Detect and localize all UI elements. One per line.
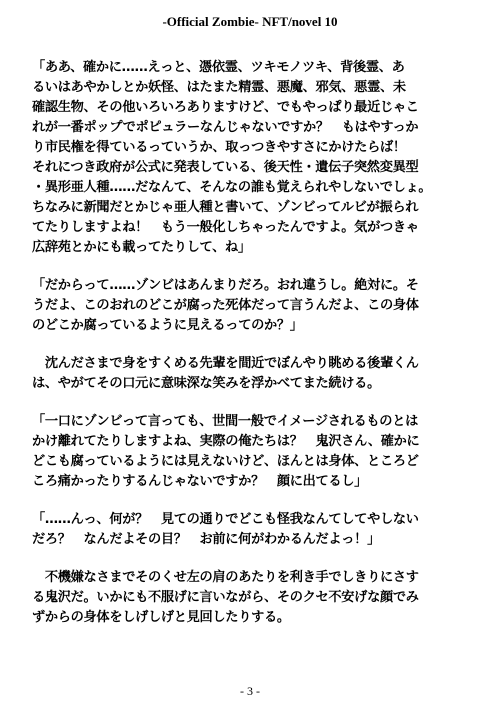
text-line: うだよ、このおれのどこが腐った死体だって言うんだよ、この身体 <box>32 298 419 313</box>
text-line: ・異形亜人種……だなんて、そんなの誰も覚えられやしないでしょ。 <box>32 180 432 195</box>
paragraph-gap <box>32 394 478 412</box>
text-line: れが一番ポップでポピュラーなんじゃないですか？ もはやすっか <box>32 120 419 135</box>
paragraph-4 <box>32 412 478 492</box>
text-line: る鬼沢だ。いかにも不服げに言いながら、そのクセ不安げな顔でみ <box>32 590 419 605</box>
text-line: ちなみに新聞だとかじゃ亜人種と書いて、ゾンビってルビが振られ <box>32 200 419 215</box>
text-line: 「……んっ、何が？ 見ての通りでどこも怪我なんてしてやしない <box>32 512 419 527</box>
text-line: てたりしますよね！ もう一般化しちゃったんですよ。気がつきゃ <box>32 220 419 235</box>
paragraph-6 <box>32 568 478 628</box>
text-line: ずからの身体をしげしげと見回したりする。 <box>32 610 290 625</box>
page-header: -Official Zombie- NFT/novel 10 <box>162 14 338 29</box>
text-line: は、やがてその口元に意味深な笑みを浮かべてまた続ける。 <box>32 376 380 391</box>
text-line: 「だからって……ゾンビはあんまりだろ。おれ違うし。絶対に。そ <box>32 278 419 293</box>
paragraph-3 <box>32 354 478 394</box>
text-line: るいはあやかしとか妖怪、はたまた精霊、悪魔、邪気、悪霊、未 <box>32 80 406 95</box>
novel-body <box>32 58 478 628</box>
text-line: 「ああ、確かに……えっと、憑依霊、ツキモノツキ、背後霊、あ <box>32 60 405 75</box>
paragraph-gap <box>32 550 478 568</box>
text-line: 確認生物、その他いろいろありますけど、でもやっぱり最近じゃこ <box>32 100 419 115</box>
text-line: 広辞苑とかにも載ってたりして、ね」 <box>32 240 251 255</box>
text-line: のどこか腐っているように見えるってのか？」 <box>32 318 303 333</box>
text-line: かけ離れてたりしますよね、実際の俺たちは？ 鬼沢さん、確かに <box>32 434 420 449</box>
text-line: 沈んださまで身をすくめる先輩を間近でぼんやり眺める後輩くん <box>32 356 419 371</box>
paragraph-1 <box>32 58 478 258</box>
text-line: ころ痛かったりするんじゃないですか？ 顔に出てるし」 <box>32 474 368 489</box>
paragraph-2 <box>32 276 478 336</box>
text-line: り市民権を得ているっていうか、取っつきやすさにかけたらば！ <box>32 140 406 155</box>
page-number: - 3 - <box>240 684 260 698</box>
text-line: 不機嫌なさまでそのくせ左の肩のあたりを利き手でしきりにさす <box>32 570 419 585</box>
paragraph-gap <box>32 336 478 354</box>
paragraph-5 <box>32 510 478 550</box>
text-line: 「一口にゾンビって言っても、世間一般でイメージされるものとは <box>32 414 418 429</box>
text-line: どこも腐っているようには見えないけど、ほんとは身体、ところど <box>32 454 419 469</box>
text-line: それにつき政府が公式に発表している、後天性・遺伝子突然変異型 <box>32 160 419 175</box>
paragraph-gap <box>32 258 478 276</box>
paragraph-gap <box>32 492 478 510</box>
text-line: だろ？ なんだよその目？ お前に何がわかるんだよっ！」 <box>32 532 380 547</box>
